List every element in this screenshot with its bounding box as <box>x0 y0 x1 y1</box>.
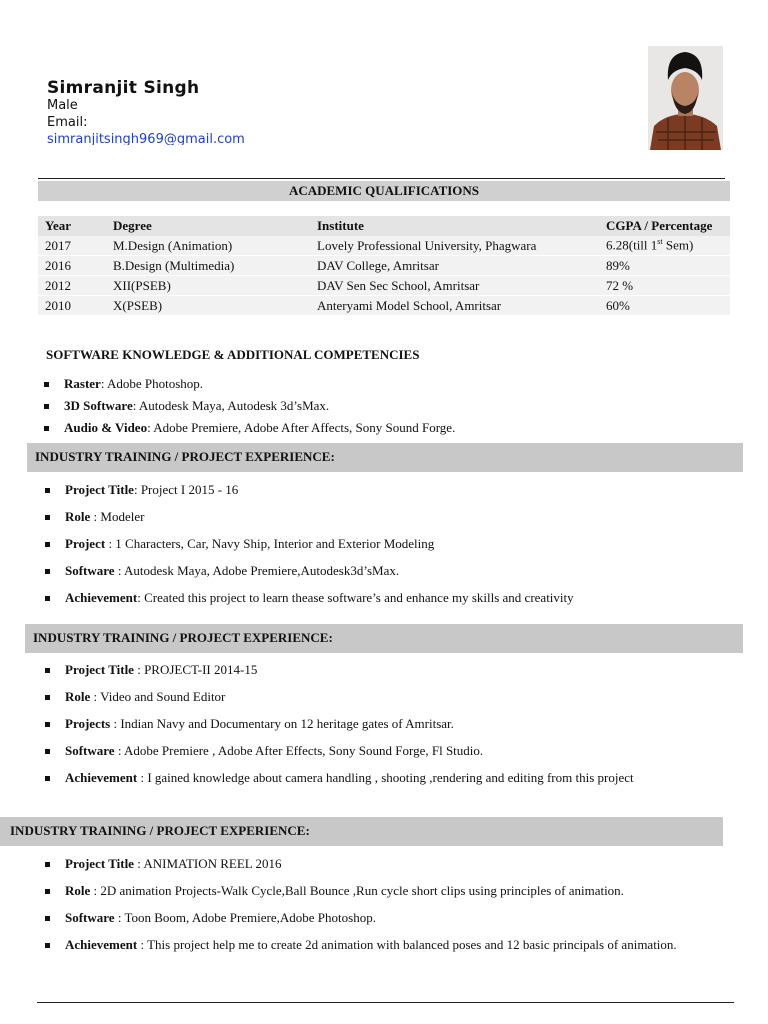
table-row <box>38 296 730 316</box>
item-text: : Modeler <box>90 509 145 524</box>
list-item <box>45 936 677 963</box>
list-item <box>45 661 634 688</box>
item-label: Achievement <box>65 590 138 605</box>
item-text: : Indian Navy and Documentary on 12 heritage gates of Amritsar. <box>110 716 454 731</box>
academic-heading-bar <box>38 181 730 201</box>
item-label: Software <box>65 743 115 758</box>
item-text: : ANIMATION REEL 2016 <box>133 856 282 871</box>
item-label: Raster <box>64 376 101 391</box>
portrait-image <box>648 46 723 150</box>
item-label: Project <box>65 536 106 551</box>
item-label: Achievement <box>65 937 138 952</box>
cell-institute: Anteryami Model School, Amritsar <box>310 296 599 316</box>
column-header-year: Year <box>38 216 106 236</box>
project-list <box>45 481 574 616</box>
candidate-gender: Male <box>47 98 78 113</box>
bullet-icon <box>45 862 50 867</box>
list-item <box>45 589 574 616</box>
bullet-icon <box>45 596 50 601</box>
list-item <box>45 769 634 796</box>
bullet-icon <box>45 569 50 574</box>
qualifications-table <box>38 216 730 315</box>
cell-degree: M.Design (Animation) <box>106 236 310 256</box>
bullet-icon <box>45 668 50 673</box>
column-header-institute: Institute <box>310 216 599 236</box>
cell-year: 2012 <box>38 276 106 296</box>
profile-photo <box>648 46 723 150</box>
list-item <box>45 715 634 742</box>
list-item <box>45 562 574 589</box>
email-link[interactable]: simranjitsingh969@gmail.com <box>47 132 245 145</box>
item-label: Role <box>65 689 91 704</box>
bullet-icon <box>45 943 50 948</box>
table-row <box>38 236 730 256</box>
item-text: : Video and Sound Editor <box>90 689 226 704</box>
cell-year: 2010 <box>38 296 106 316</box>
list-item <box>45 742 634 769</box>
list-item <box>44 397 455 419</box>
item-label: Software <box>65 563 115 578</box>
cell-degree: X(PSEB) <box>106 296 310 316</box>
item-text: : 2D animation Projects-Walk Cycle,Ball Bounce ,Run cycle short clips using principles of animation. <box>90 883 624 898</box>
item-label: Project Title <box>65 856 134 871</box>
cell-year: 2017 <box>38 236 106 256</box>
item-text: : Created this project to learn thease software’s and enhance my skills and creativity <box>137 590 574 605</box>
experience-heading: INDUSTRY TRAINING / PROJECT EXPERIENCE: <box>10 823 310 838</box>
table-header-row <box>38 216 730 236</box>
cell-score: 60% <box>599 296 730 316</box>
bullet-icon <box>45 488 50 493</box>
experience-heading-bar <box>0 817 723 846</box>
item-text: : Adobe Premiere , Adobe After Effects, Sony Sound Forge, Fl Studio. <box>114 743 484 758</box>
bullet-icon <box>45 776 50 781</box>
cell-score: 89% <box>599 256 730 276</box>
item-label: Role <box>65 509 91 524</box>
cell-institute: DAV College, Amritsar <box>310 256 599 276</box>
list-item <box>45 481 574 508</box>
item-text: : Autodesk Maya, Adobe Premiere,Autodesk3d’sMax. <box>114 563 400 578</box>
item-text: : Toon Boom, Adobe Premiere,Adobe Photoshop. <box>114 910 376 925</box>
column-header-degree: Degree <box>106 216 310 236</box>
table-row <box>38 256 730 276</box>
cell-score: 72 % <box>599 276 730 296</box>
email-clip <box>47 131 347 145</box>
list-item <box>45 855 677 882</box>
item-text: : Autodesk Maya, Autodesk 3d’sMax. <box>132 398 330 413</box>
project-list <box>45 661 634 796</box>
list-item <box>45 688 634 715</box>
bullet-icon <box>45 722 50 727</box>
item-label: Project Title <box>65 662 134 677</box>
candidate-name: Simranjit Singh <box>47 78 200 98</box>
item-label: 3D Software <box>64 398 133 413</box>
item-text: : Adobe Premiere, Adobe After Affects, Sony Sound Forge. <box>147 420 456 435</box>
item-label: Audio & Video <box>64 420 148 435</box>
item-label: Projects <box>65 716 111 731</box>
list-item <box>45 508 574 535</box>
academic-heading: ACADEMIC QUALIFICATIONS <box>288 183 480 198</box>
column-header-score: CGPA / Percentage <box>599 216 730 236</box>
software-list <box>44 375 455 441</box>
item-label: Role <box>65 883 91 898</box>
cell-degree: XII(PSEB) <box>106 276 310 296</box>
bullet-icon <box>45 695 50 700</box>
item-text: : I gained knowledge about camera handling , shooting ,rendering and editing from this project <box>137 770 634 785</box>
bullet-icon <box>45 889 50 894</box>
item-text: : Project I 2015 - 16 <box>133 482 239 497</box>
experience-heading: INDUSTRY TRAINING / PROJECT EXPERIENCE: <box>35 449 335 464</box>
list-item <box>44 419 455 441</box>
item-text: : 1 Characters, Car, Navy Ship, Interior and Exterior Modeling <box>105 536 435 551</box>
list-item <box>44 375 455 397</box>
bullet-icon <box>45 542 50 547</box>
bullet-icon <box>44 382 49 387</box>
item-label: Project Title <box>65 482 134 497</box>
experience-heading-bar <box>27 443 743 472</box>
cell-degree: B.Design (Multimedia) <box>106 256 310 276</box>
cell-score: 6.28(till 1st Sem) <box>599 236 730 256</box>
item-text: : This project help me to create 2d animation with balanced poses and 12 basic principals of animation. <box>137 937 677 952</box>
bottom-divider <box>37 1002 734 1003</box>
item-text: : Adobe Photoshop. <box>100 376 204 391</box>
cell-institute: DAV Sen Sec School, Amritsar <box>310 276 599 296</box>
software-heading: SOFTWARE KNOWLEDGE & ADDITIONAL COMPETENCIES <box>46 347 420 362</box>
cell-year: 2016 <box>38 256 106 276</box>
table-row <box>38 276 730 296</box>
list-item <box>45 535 574 562</box>
item-label: Software <box>65 910 115 925</box>
bullet-icon <box>45 515 50 520</box>
experience-heading: INDUSTRY TRAINING / PROJECT EXPERIENCE: <box>33 630 333 645</box>
bullet-icon <box>45 749 50 754</box>
list-item <box>45 909 677 936</box>
experience-heading-bar <box>25 624 743 653</box>
item-label: Achievement <box>65 770 138 785</box>
top-divider <box>38 178 725 179</box>
list-item <box>45 882 677 909</box>
bullet-icon <box>44 426 49 431</box>
bullet-icon <box>44 404 49 409</box>
email-label: Email: <box>47 115 88 130</box>
bullet-icon <box>45 916 50 921</box>
project-list <box>45 855 677 963</box>
item-text: : PROJECT-II 2014-15 <box>133 662 258 677</box>
cell-institute: Lovely Professional University, Phagwara <box>310 236 599 256</box>
